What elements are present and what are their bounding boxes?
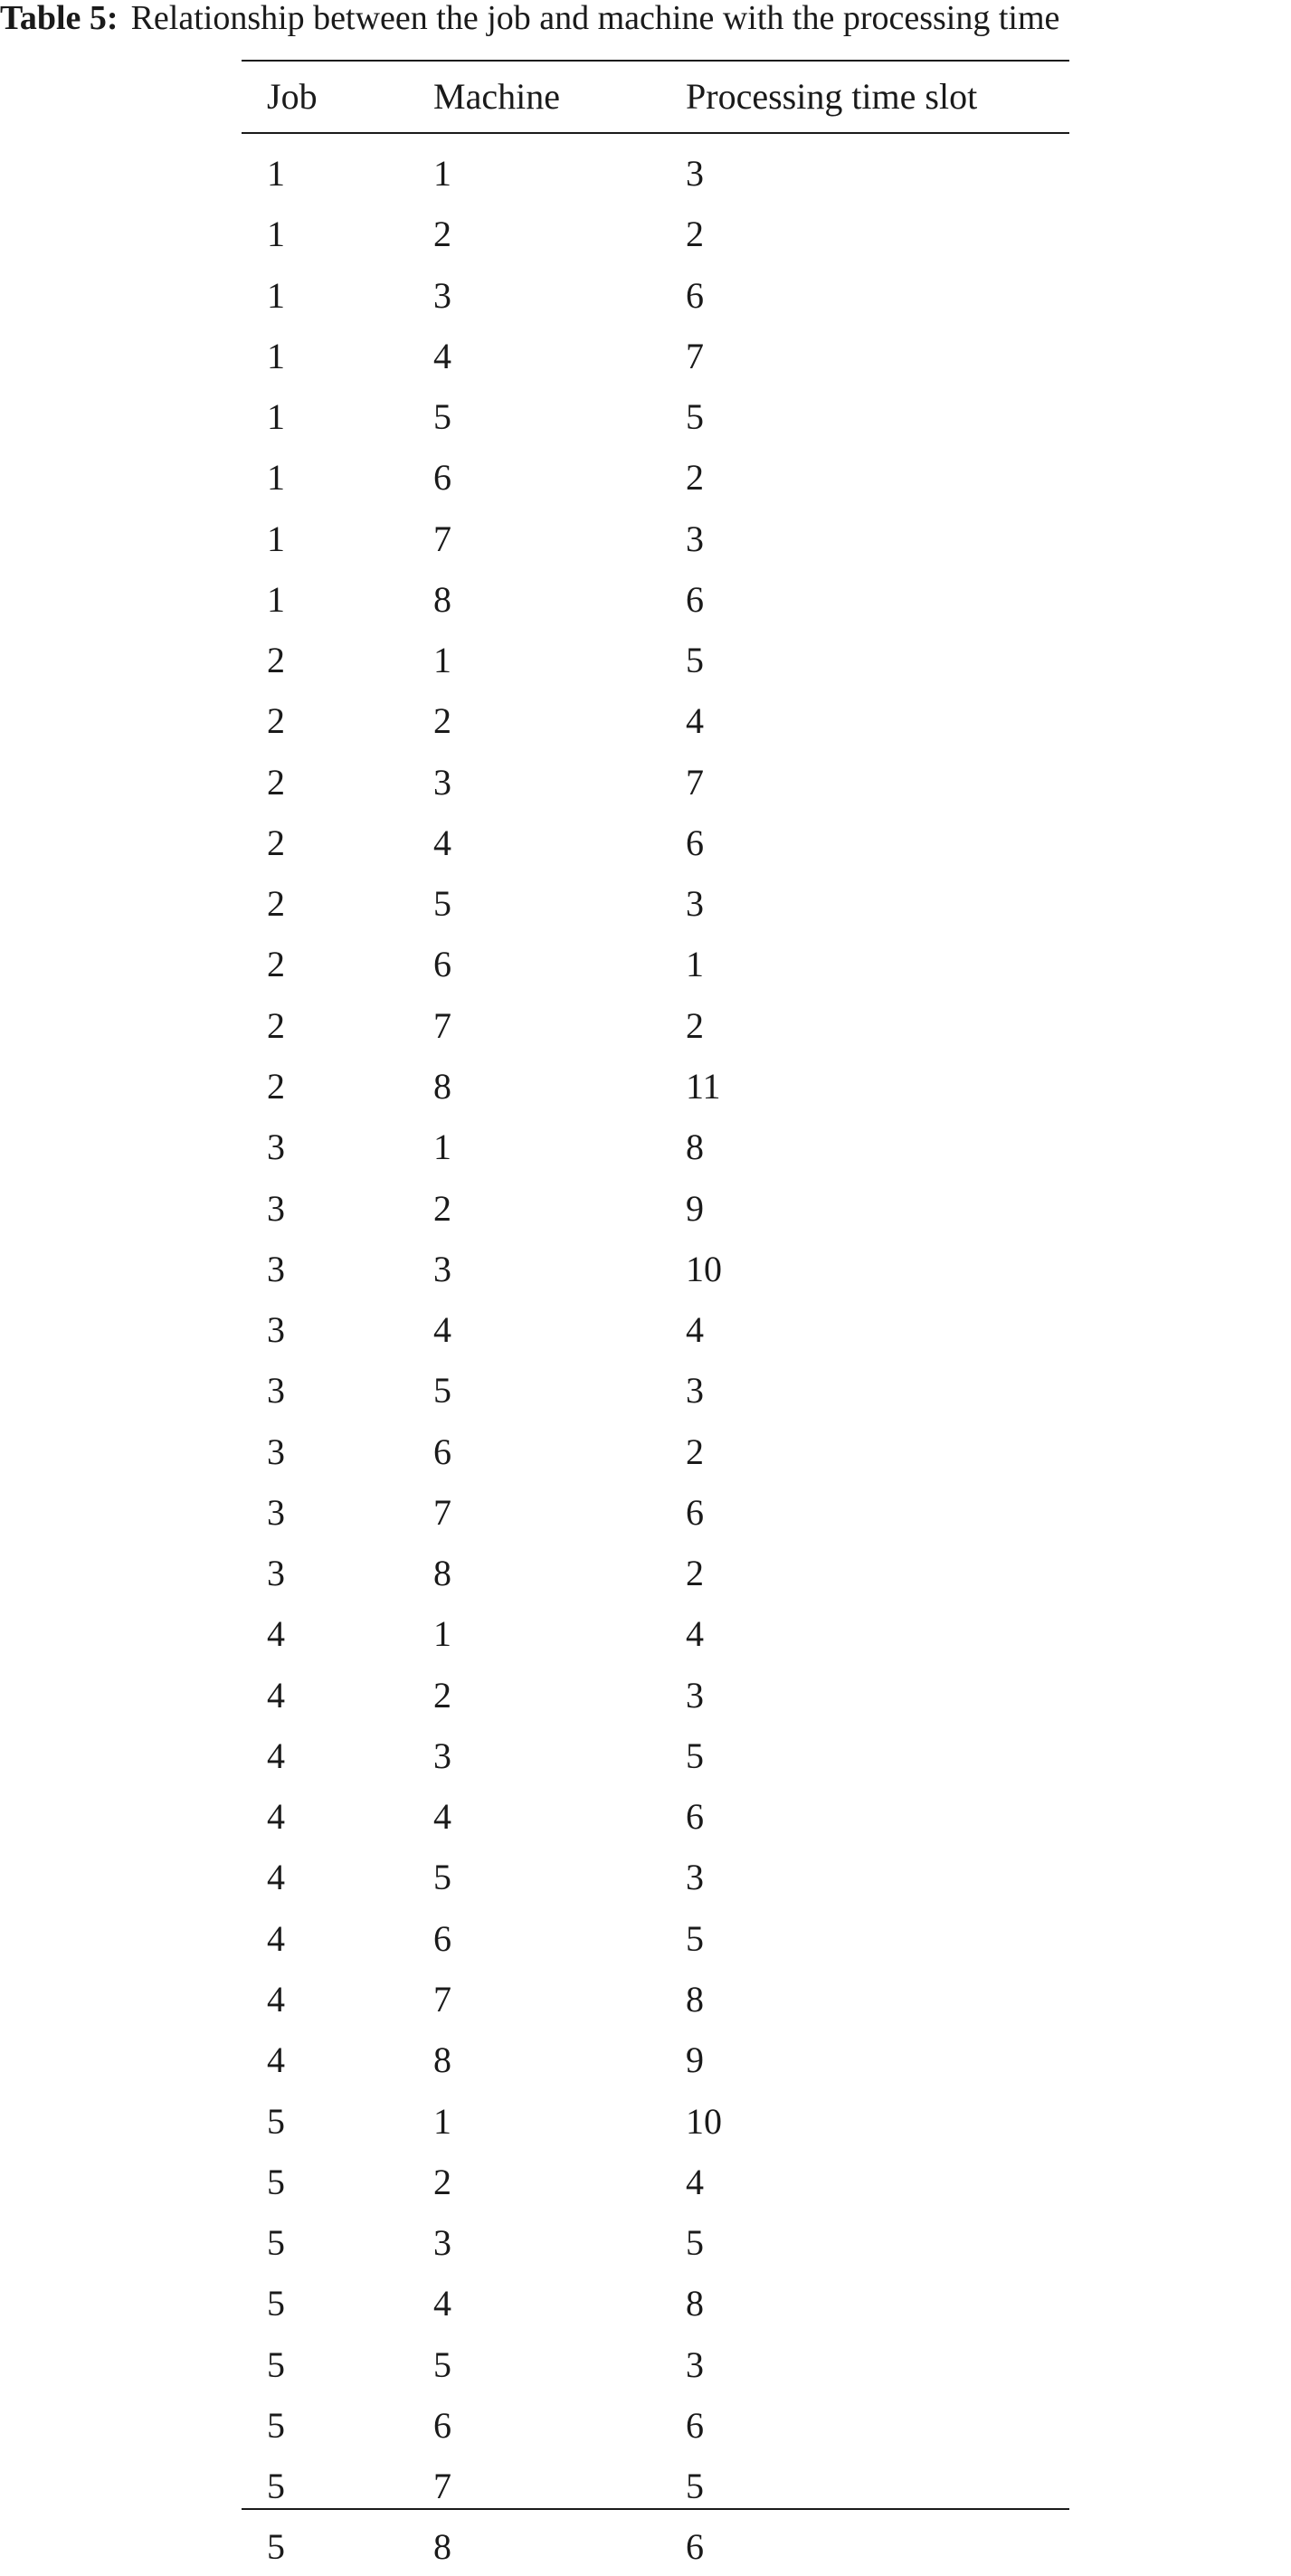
cell-machine: 4: [433, 2283, 451, 2324]
cell-processing-time-slot: 3: [686, 883, 704, 925]
table-row: [242, 1534, 1069, 1594]
table-row: [242, 1656, 1069, 1716]
cell-processing-time-slot: 7: [686, 761, 704, 803]
cell-processing-time-slot: 9: [686, 1187, 704, 1229]
cell-job: 2: [267, 944, 285, 985]
cell-processing-time-slot: 4: [686, 700, 704, 742]
cell-job: 3: [267, 1309, 285, 1351]
cell-machine: 5: [433, 2343, 451, 2385]
cell-job: 1: [267, 518, 285, 559]
cell-processing-time-slot: 6: [686, 1491, 704, 1533]
cell-machine: 6: [433, 2404, 451, 2446]
cell-job: 3: [267, 1553, 285, 1594]
cell-machine: 2: [433, 700, 451, 742]
table-caption-text: Relationship between the job and machine with the processing time: [130, 0, 1060, 36]
cell-processing-time-slot: 7: [686, 335, 704, 376]
cell-processing-time-slot: 6: [686, 1796, 704, 1838]
table-row: [242, 1838, 1069, 1898]
cell-job: 1: [267, 153, 285, 194]
cell-job: 5: [267, 2343, 285, 2385]
cell-machine: 4: [433, 1796, 451, 1838]
cell-processing-time-slot: 5: [686, 1917, 704, 1959]
cell-machine: 5: [433, 1857, 451, 1898]
cell-job: 1: [267, 457, 285, 499]
cell-processing-time-slot: 3: [686, 1370, 704, 1412]
cell-machine: 1: [433, 1126, 451, 1168]
table-row: [242, 2386, 1069, 2447]
cell-processing-time-slot: 5: [686, 2466, 704, 2507]
cell-processing-time-slot: 8: [686, 1978, 704, 2020]
cell-job: 2: [267, 640, 285, 681]
cell-job: 4: [267, 1857, 285, 1898]
cell-processing-time-slot: 5: [686, 640, 704, 681]
cell-processing-time-slot: 3: [686, 153, 704, 194]
cell-machine: 7: [433, 1978, 451, 2020]
table-row: [242, 134, 1069, 195]
cell-processing-time-slot: 6: [686, 2404, 704, 2446]
cell-machine: 1: [433, 1613, 451, 1655]
cell-machine: 7: [433, 2466, 451, 2507]
column-header-processing-time-slot: Processing time slot: [686, 76, 978, 117]
cell-job: 3: [267, 1491, 285, 1533]
cell-machine: 1: [433, 2100, 451, 2142]
table-row: [242, 864, 1069, 925]
cell-job: 3: [267, 1248, 285, 1289]
table-row: [242, 438, 1069, 499]
table-header-row: [242, 62, 1069, 132]
cell-processing-time-slot: 4: [686, 1613, 704, 1655]
cell-machine: 3: [433, 2222, 451, 2264]
cell-job: 4: [267, 2039, 285, 2081]
table-row: [242, 1351, 1069, 1412]
cell-processing-time-slot: 2: [686, 1553, 704, 1594]
cell-processing-time-slot: 6: [686, 274, 704, 316]
cell-job: 5: [267, 2161, 285, 2202]
cell-processing-time-slot: 6: [686, 578, 704, 620]
table-row: [242, 1169, 1069, 1230]
cell-job: 3: [267, 1370, 285, 1412]
cell-job: 5: [267, 2283, 285, 2324]
cell-job: 5: [267, 2526, 285, 2568]
cell-machine: 3: [433, 761, 451, 803]
cell-job: 4: [267, 1796, 285, 1838]
cell-machine: 3: [433, 1735, 451, 1776]
cell-machine: 6: [433, 944, 451, 985]
table-row: [242, 1716, 1069, 1777]
cell-job: 5: [267, 2404, 285, 2446]
cell-processing-time-slot: 8: [686, 2283, 704, 2324]
cell-processing-time-slot: 5: [686, 2222, 704, 2264]
cell-machine: 5: [433, 883, 451, 925]
cell-job: 2: [267, 883, 285, 925]
cell-processing-time-slot: 10: [686, 1248, 722, 1289]
cell-processing-time-slot: 3: [686, 1674, 704, 1716]
table-row: [242, 1107, 1069, 1168]
cell-machine: 8: [433, 2526, 451, 2568]
cell-job: 5: [267, 2222, 285, 2264]
table-row: [242, 2143, 1069, 2203]
cell-job: 5: [267, 2100, 285, 2142]
cell-machine: 4: [433, 822, 451, 863]
cell-processing-time-slot: 2: [686, 457, 704, 499]
cell-machine: 6: [433, 457, 451, 499]
cell-machine: 5: [433, 1370, 451, 1412]
cell-processing-time-slot: 3: [686, 518, 704, 559]
cell-processing-time-slot: 10: [686, 2100, 722, 2142]
table-row: [242, 256, 1069, 317]
cell-processing-time-slot: 2: [686, 1004, 704, 1046]
table-row: [242, 1899, 1069, 1960]
cell-processing-time-slot: 11: [686, 1065, 721, 1107]
table-row: [242, 621, 1069, 681]
cell-job: 3: [267, 1187, 285, 1229]
table-row: [242, 1960, 1069, 2020]
cell-job: 4: [267, 1917, 285, 1959]
cell-processing-time-slot: 2: [686, 214, 704, 255]
table-row: [242, 2264, 1069, 2324]
cell-job: 5: [267, 2466, 285, 2507]
cell-machine: 8: [433, 578, 451, 620]
cell-machine: 2: [433, 2161, 451, 2202]
cell-machine: 2: [433, 1674, 451, 1716]
table-row: [242, 317, 1069, 377]
table-row: [242, 803, 1069, 864]
cell-job: 1: [267, 214, 285, 255]
cell-processing-time-slot: 5: [686, 1735, 704, 1776]
cell-machine: 1: [433, 640, 451, 681]
table-row: [242, 2020, 1069, 2081]
cell-processing-time-slot: 6: [686, 822, 704, 863]
table-row: [242, 986, 1069, 1047]
cell-processing-time-slot: 1: [686, 944, 704, 985]
table-body: [242, 134, 1069, 2568]
cell-job: 1: [267, 578, 285, 620]
cell-processing-time-slot: 8: [686, 1126, 704, 1168]
cell-machine: 7: [433, 518, 451, 559]
table-caption: [0, 0, 1291, 36]
cell-processing-time-slot: 3: [686, 2343, 704, 2385]
table-row: [242, 1412, 1069, 1473]
cell-job: 2: [267, 761, 285, 803]
cell-machine: 2: [433, 1187, 451, 1229]
cell-processing-time-slot: 4: [686, 2161, 704, 2202]
cell-job: 2: [267, 1004, 285, 1046]
cell-processing-time-slot: 2: [686, 1431, 704, 1472]
cell-job: 4: [267, 1978, 285, 2020]
table-row: [242, 2507, 1069, 2568]
table-row: [242, 1047, 1069, 1107]
cell-processing-time-slot: 6: [686, 2526, 704, 2568]
table-caption-label: Table 5:: [0, 0, 119, 36]
cell-machine: 8: [433, 2039, 451, 2081]
table-row: [242, 743, 1069, 803]
cell-machine: 2: [433, 214, 451, 255]
cell-machine: 4: [433, 335, 451, 376]
cell-processing-time-slot: 5: [686, 396, 704, 438]
table-row: [242, 377, 1069, 438]
cell-machine: 1: [433, 153, 451, 194]
table-row: [242, 2325, 1069, 2386]
table-row: [242, 681, 1069, 742]
table-row: [242, 925, 1069, 985]
data-table: [242, 60, 1069, 2568]
cell-machine: 6: [433, 1431, 451, 1472]
cell-job: 4: [267, 1613, 285, 1655]
cell-job: 2: [267, 700, 285, 742]
cell-job: 4: [267, 1735, 285, 1776]
table-row: [242, 2203, 1069, 2264]
table-row: [242, 1777, 1069, 1838]
cell-machine: 7: [433, 1491, 451, 1533]
cell-job: 3: [267, 1431, 285, 1472]
column-header-job: Job: [267, 76, 318, 117]
table-row: [242, 560, 1069, 621]
table-row: [242, 2082, 1069, 2143]
cell-machine: 3: [433, 274, 451, 316]
cell-job: 4: [267, 1674, 285, 1716]
table-row: [242, 499, 1069, 560]
cell-machine: 8: [433, 1553, 451, 1594]
column-header-machine: Machine: [433, 76, 560, 117]
cell-job: 2: [267, 1065, 285, 1107]
table-row: [242, 2447, 1069, 2507]
cell-machine: 3: [433, 1248, 451, 1289]
table-row: [242, 1473, 1069, 1534]
cell-job: 1: [267, 274, 285, 316]
table-row: [242, 1594, 1069, 1655]
table-row: [242, 1230, 1069, 1290]
cell-job: 1: [267, 335, 285, 376]
table-row: [242, 195, 1069, 255]
cell-machine: 4: [433, 1309, 451, 1351]
table-row: [242, 1290, 1069, 1351]
cell-job: 2: [267, 822, 285, 863]
cell-job: 1: [267, 396, 285, 438]
cell-machine: 6: [433, 1917, 451, 1959]
cell-processing-time-slot: 4: [686, 1309, 704, 1351]
cell-processing-time-slot: 3: [686, 1857, 704, 1898]
cell-machine: 5: [433, 396, 451, 438]
cell-machine: 8: [433, 1065, 451, 1107]
cell-machine: 7: [433, 1004, 451, 1046]
cell-job: 3: [267, 1126, 285, 1168]
cell-processing-time-slot: 9: [686, 2039, 704, 2081]
